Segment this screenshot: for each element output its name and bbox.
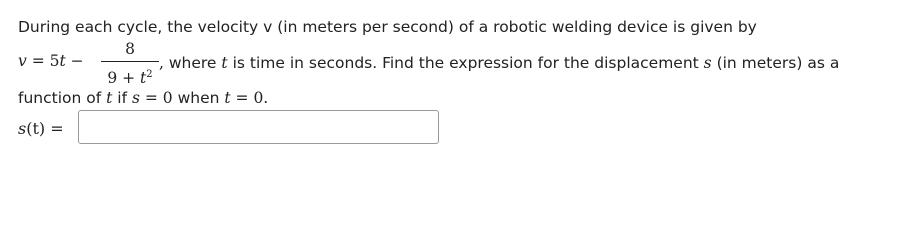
answer-label: s(t) = bbox=[18, 119, 64, 138]
velocity-fraction bbox=[101, 38, 159, 86]
problem-line-3: function of t if s = 0 when t = 0. bbox=[18, 89, 269, 107]
fraction-bar bbox=[101, 61, 159, 62]
fraction-denominator: $9 + t^2$ bbox=[107, 69, 153, 88]
velocity-equation: v = 5t − bbox=[18, 52, 84, 70]
fraction-numerator: 8 bbox=[125, 40, 135, 58]
problem-line-2-text: , where t is time in seconds. Find the expression for the displacement s (in meters) as a bbox=[159, 54, 840, 72]
answer-input[interactable] bbox=[78, 110, 439, 144]
problem-line-1: During each cycle, the velocity v (in meters per second) of a robotic welding device is given by bbox=[18, 18, 757, 36]
problem-line-2 bbox=[18, 52, 84, 70]
